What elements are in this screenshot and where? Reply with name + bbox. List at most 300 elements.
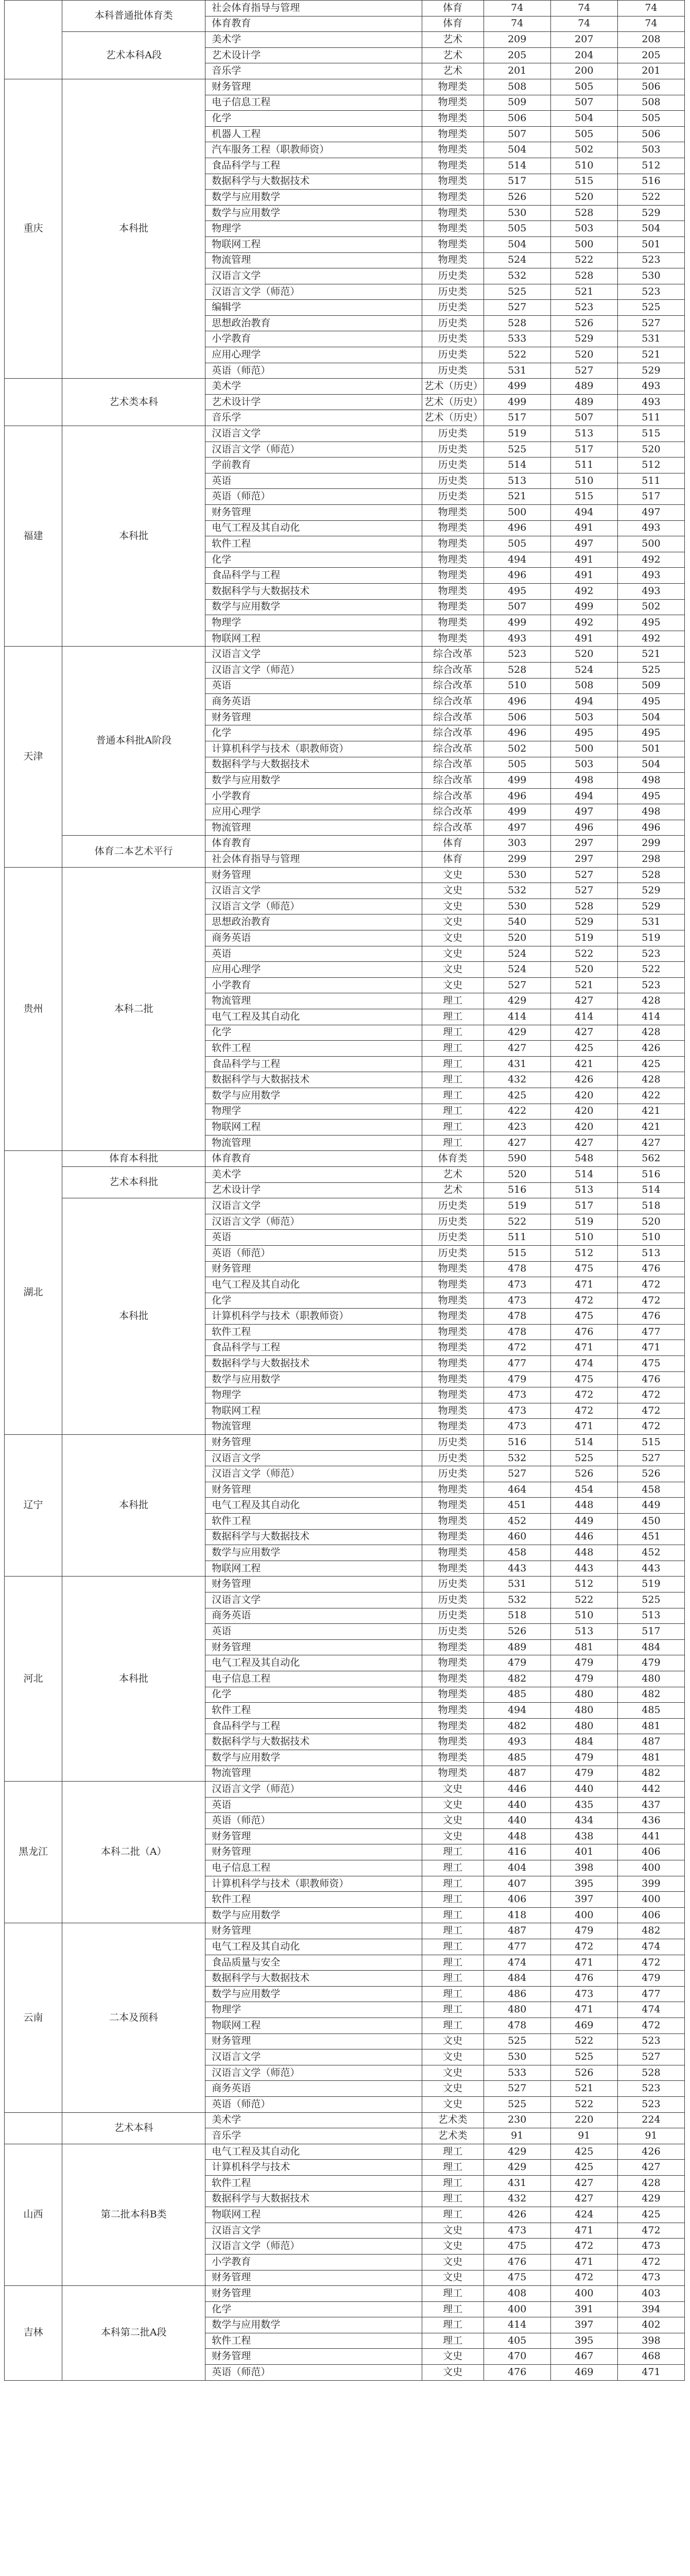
avg-score-cell: 482 — [617, 1687, 684, 1703]
subject-type-cell: 综合改革 — [422, 757, 484, 773]
avg-score-cell: 493 — [617, 520, 684, 536]
major-cell: 汉语言文学（师范） — [205, 899, 422, 914]
major-cell: 物理学 — [205, 1104, 422, 1120]
avg-score-cell: 403 — [617, 2286, 684, 2302]
max-score-cell: 526 — [484, 190, 550, 206]
batch-cell: 艺术本科批 — [62, 1166, 205, 1198]
avg-score-cell: 521 — [617, 647, 684, 663]
max-score-cell: 426 — [484, 2207, 550, 2223]
table-row — [5, 1782, 685, 1798]
subject-type-cell: 历史类 — [422, 1435, 484, 1451]
max-score-cell: 514 — [484, 158, 550, 174]
min-score-cell: 507 — [550, 95, 617, 111]
major-cell: 化学 — [205, 1293, 422, 1309]
min-score-cell: 519 — [550, 930, 617, 946]
table-row — [5, 1198, 685, 1214]
min-score-cell: 471 — [550, 1340, 617, 1356]
major-cell: 音乐学 — [205, 410, 422, 426]
min-score-cell: 525 — [550, 1450, 617, 1466]
avg-score-cell: 529 — [617, 363, 684, 379]
major-cell: 数据科学与大数据技术 — [205, 1971, 422, 1987]
min-score-cell: 420 — [550, 1120, 617, 1136]
min-score-cell: 519 — [550, 1214, 617, 1230]
max-score-cell: 533 — [484, 331, 550, 347]
avg-score-cell: 505 — [617, 111, 684, 127]
avg-score-cell: 437 — [617, 1797, 684, 1813]
major-cell: 汉语言文学 — [205, 883, 422, 899]
max-score-cell: 516 — [484, 1435, 550, 1451]
min-score-cell: 529 — [550, 331, 617, 347]
subject-type-cell: 理工 — [422, 1923, 484, 1939]
major-cell: 英语 — [205, 946, 422, 962]
avg-score-cell: 422 — [617, 1088, 684, 1104]
avg-score-cell: 471 — [617, 1340, 684, 1356]
subject-type-cell: 理工 — [422, 2144, 484, 2160]
max-score-cell: 429 — [484, 1025, 550, 1041]
major-cell: 物联网工程 — [205, 236, 422, 252]
min-score-cell: 480 — [550, 1703, 617, 1719]
major-cell: 物流管理 — [205, 1766, 422, 1782]
max-score-cell: 521 — [484, 489, 550, 505]
avg-score-cell: 517 — [617, 1624, 684, 1640]
subject-type-cell: 理工 — [422, 1892, 484, 1908]
avg-score-cell: 492 — [617, 631, 684, 647]
avg-score-cell: 414 — [617, 1009, 684, 1025]
min-score-cell: 499 — [550, 599, 617, 615]
province-cell: 山西 — [5, 2144, 62, 2285]
subject-type-cell: 文史 — [422, 2239, 484, 2255]
major-cell: 美术学 — [205, 379, 422, 395]
subject-type-cell: 物理类 — [422, 1340, 484, 1356]
min-score-cell: 424 — [550, 2207, 617, 2223]
avg-score-cell: 495 — [617, 615, 684, 631]
subject-type-cell: 理工 — [422, 2333, 484, 2349]
subject-type-cell: 物理类 — [422, 221, 484, 237]
avg-score-cell: 501 — [617, 236, 684, 252]
max-score-cell: 440 — [484, 1813, 550, 1829]
avg-score-cell: 481 — [617, 1718, 684, 1734]
major-cell: 数学与应用数学 — [205, 1088, 422, 1104]
min-score-cell: 513 — [550, 1182, 617, 1198]
avg-score-cell: 400 — [617, 1892, 684, 1908]
major-cell: 物联网工程 — [205, 1561, 422, 1577]
subject-type-cell: 物理类 — [422, 599, 484, 615]
major-cell: 数据科学与大数据技术 — [205, 1356, 422, 1372]
subject-type-cell: 艺术 — [422, 32, 484, 48]
subject-type-cell: 综合改革 — [422, 647, 484, 663]
subject-type-cell: 文史 — [422, 2033, 484, 2049]
subject-type-cell: 艺术类 — [422, 2128, 484, 2144]
subject-type-cell: 艺术 — [422, 63, 484, 79]
subject-type-cell: 物理类 — [422, 1655, 484, 1671]
min-score-cell: 480 — [550, 1687, 617, 1703]
max-score-cell: 429 — [484, 2160, 550, 2176]
avg-score-cell: 525 — [617, 662, 684, 678]
max-score-cell: 499 — [484, 615, 550, 631]
avg-score-cell: 512 — [617, 158, 684, 174]
major-cell: 体育教育 — [205, 836, 422, 852]
major-cell: 汉语言文学（师范） — [205, 662, 422, 678]
major-cell: 软件工程 — [205, 2175, 422, 2191]
max-score-cell: 497 — [484, 820, 550, 836]
min-score-cell: 471 — [550, 1955, 617, 1971]
subject-type-cell: 历史类 — [422, 1592, 484, 1608]
major-cell: 汉语言文学 — [205, 1450, 422, 1466]
subject-type-cell: 物理类 — [422, 1529, 484, 1545]
subject-type-cell: 艺术类 — [422, 2112, 484, 2128]
major-cell: 化学 — [205, 111, 422, 127]
major-cell: 汉语言文学（师范） — [205, 1214, 422, 1230]
province-cell: 云南 — [5, 1923, 62, 2112]
batch-cell: 本科批 — [62, 1198, 205, 1435]
subject-type-cell: 物理类 — [422, 1498, 484, 1514]
min-score-cell: 492 — [550, 583, 617, 599]
max-score-cell: 74 — [484, 16, 550, 32]
avg-score-cell: 514 — [617, 1182, 684, 1198]
subject-type-cell: 文史 — [422, 2349, 484, 2365]
avg-score-cell: 472 — [617, 1419, 684, 1435]
max-score-cell: 425 — [484, 1088, 550, 1104]
max-score-cell: 509 — [484, 95, 550, 111]
subject-type-cell: 物理类 — [422, 142, 484, 158]
min-score-cell: 510 — [550, 1230, 617, 1246]
min-score-cell: 515 — [550, 489, 617, 505]
max-score-cell: 506 — [484, 111, 550, 127]
min-score-cell: 505 — [550, 79, 617, 95]
batch-cell: 艺术本科A段 — [62, 32, 205, 79]
major-cell: 思想政治教育 — [205, 914, 422, 930]
avg-score-cell: 506 — [617, 126, 684, 142]
min-score-cell: 521 — [550, 284, 617, 300]
major-cell: 电子信息工程 — [205, 1860, 422, 1876]
subject-type-cell: 文史 — [422, 2223, 484, 2239]
major-cell: 数学与应用数学 — [205, 1371, 422, 1387]
max-score-cell: 517 — [484, 174, 550, 190]
major-cell: 汉语言文学（师范） — [205, 2239, 422, 2255]
subject-type-cell: 艺术 — [422, 1166, 484, 1182]
avg-score-cell: 208 — [617, 32, 684, 48]
max-score-cell: 518 — [484, 1608, 550, 1624]
max-score-cell: 532 — [484, 1592, 550, 1608]
min-score-cell: 502 — [550, 142, 617, 158]
max-score-cell: 525 — [484, 442, 550, 457]
min-score-cell: 503 — [550, 709, 617, 725]
min-score-cell: 476 — [550, 1324, 617, 1340]
avg-score-cell: 402 — [617, 2317, 684, 2333]
min-score-cell: 91 — [550, 2128, 617, 2144]
max-score-cell: 506 — [484, 709, 550, 725]
avg-score-cell: 74 — [617, 1, 684, 16]
major-cell: 财务管理 — [205, 505, 422, 521]
avg-score-cell: 511 — [617, 410, 684, 426]
subject-type-cell: 综合改革 — [422, 788, 484, 804]
avg-score-cell: 527 — [617, 2049, 684, 2065]
avg-score-cell: 443 — [617, 1561, 684, 1577]
batch-cell: 本科批 — [62, 426, 205, 647]
major-cell: 计算机科学与技术 — [205, 2160, 422, 2176]
major-cell: 数据科学与大数据技术 — [205, 1529, 422, 1545]
avg-score-cell: 201 — [617, 63, 684, 79]
max-score-cell: 299 — [484, 852, 550, 868]
avg-score-cell: 428 — [617, 1072, 684, 1088]
subject-type-cell: 物理类 — [422, 568, 484, 584]
subject-type-cell: 物理类 — [422, 1482, 484, 1498]
min-score-cell: 480 — [550, 1718, 617, 1734]
max-score-cell: 464 — [484, 1482, 550, 1498]
major-cell: 英语 — [205, 1797, 422, 1813]
subject-type-cell: 文史 — [422, 899, 484, 914]
avg-score-cell: 493 — [617, 568, 684, 584]
max-score-cell: 532 — [484, 1450, 550, 1466]
min-score-cell: 472 — [550, 1939, 617, 1955]
subject-type-cell: 理工 — [422, 1120, 484, 1136]
avg-score-cell: 493 — [617, 583, 684, 599]
max-score-cell: 416 — [484, 1844, 550, 1860]
min-score-cell: 497 — [550, 804, 617, 820]
max-score-cell: 400 — [484, 2301, 550, 2317]
subject-type-cell: 物理类 — [422, 79, 484, 95]
table-row — [5, 32, 685, 48]
major-cell: 财务管理 — [205, 709, 422, 725]
avg-score-cell: 91 — [617, 2128, 684, 2144]
max-score-cell: 478 — [484, 2018, 550, 2034]
major-cell: 小学教育 — [205, 977, 422, 993]
table-row — [5, 2112, 685, 2128]
avg-score-cell: 531 — [617, 331, 684, 347]
avg-score-cell: 522 — [617, 962, 684, 978]
batch-cell: 本科第二批A段 — [62, 2286, 205, 2381]
min-score-cell: 420 — [550, 1104, 617, 1120]
min-score-cell: 517 — [550, 442, 617, 457]
max-score-cell: 432 — [484, 1072, 550, 1088]
max-score-cell: 485 — [484, 1750, 550, 1766]
subject-type-cell: 物理类 — [422, 1671, 484, 1687]
min-score-cell: 479 — [550, 1766, 617, 1782]
major-cell: 体育教育 — [205, 16, 422, 32]
max-score-cell: 479 — [484, 1371, 550, 1387]
avg-score-cell: 476 — [617, 1309, 684, 1325]
major-cell: 食品科学与工程 — [205, 158, 422, 174]
max-score-cell: 519 — [484, 1198, 550, 1214]
min-score-cell: 510 — [550, 158, 617, 174]
min-score-cell: 511 — [550, 457, 617, 473]
major-cell: 软件工程 — [205, 1514, 422, 1530]
min-score-cell: 471 — [550, 2002, 617, 2018]
subject-type-cell: 理工 — [422, 1986, 484, 2002]
max-score-cell: 523 — [484, 647, 550, 663]
subject-type-cell: 理工 — [422, 2207, 484, 2223]
subject-type-cell: 历史类 — [422, 300, 484, 316]
subject-type-cell: 物理类 — [422, 1293, 484, 1309]
max-score-cell: 527 — [484, 2081, 550, 2097]
max-score-cell: 458 — [484, 1545, 550, 1561]
min-score-cell: 527 — [550, 867, 617, 883]
avg-score-cell: 425 — [617, 2207, 684, 2223]
avg-score-cell: 520 — [617, 442, 684, 457]
major-cell: 汉语言文学（师范） — [205, 2065, 422, 2081]
subject-type-cell: 文史 — [422, 946, 484, 962]
subject-type-cell: 历史类 — [422, 331, 484, 347]
major-cell: 物联网工程 — [205, 2207, 422, 2223]
max-score-cell: 524 — [484, 252, 550, 268]
major-cell: 电气工程及其自动化 — [205, 1009, 422, 1025]
min-score-cell: 514 — [550, 1435, 617, 1451]
subject-type-cell: 体育 — [422, 16, 484, 32]
subject-type-cell: 物理类 — [422, 126, 484, 142]
subject-type-cell: 文史 — [422, 867, 484, 883]
subject-type-cell: 物理类 — [422, 1387, 484, 1403]
major-cell: 电气工程及其自动化 — [205, 2144, 422, 2160]
subject-type-cell: 物理类 — [422, 1261, 484, 1277]
min-score-cell: 471 — [550, 2223, 617, 2239]
subject-type-cell: 综合改革 — [422, 820, 484, 836]
max-score-cell: 520 — [484, 1166, 550, 1182]
min-score-cell: 497 — [550, 536, 617, 552]
major-cell: 食品质量与安全 — [205, 1955, 422, 1971]
min-score-cell: 520 — [550, 347, 617, 363]
major-cell: 汉语言文学 — [205, 2049, 422, 2065]
subject-type-cell: 理工 — [422, 1844, 484, 1860]
major-cell: 软件工程 — [205, 1892, 422, 1908]
min-score-cell: 471 — [550, 1419, 617, 1435]
min-score-cell: 448 — [550, 1498, 617, 1514]
table-row — [5, 1151, 685, 1167]
province-cell: 辽宁 — [5, 1435, 62, 1577]
subject-type-cell: 历史类 — [422, 1245, 484, 1261]
avg-score-cell: 399 — [617, 1876, 684, 1892]
major-cell: 财务管理 — [205, 2349, 422, 2365]
avg-score-cell: 474 — [617, 2002, 684, 2018]
max-score-cell: 429 — [484, 2144, 550, 2160]
subject-type-cell: 综合改革 — [422, 741, 484, 757]
major-cell: 财务管理 — [205, 1435, 422, 1451]
avg-score-cell: 496 — [617, 820, 684, 836]
major-cell: 数据科学与大数据技术 — [205, 1072, 422, 1088]
subject-type-cell: 文史 — [422, 914, 484, 930]
major-cell: 英语（师范） — [205, 2096, 422, 2112]
subject-type-cell: 物理类 — [422, 1734, 484, 1750]
major-cell: 数学与应用数学 — [205, 1986, 422, 2002]
min-score-cell: 420 — [550, 1088, 617, 1104]
max-score-cell: 499 — [484, 379, 550, 395]
max-score-cell: 443 — [484, 1561, 550, 1577]
avg-score-cell: 513 — [617, 1245, 684, 1261]
max-score-cell: 489 — [484, 1639, 550, 1655]
max-score-cell: 209 — [484, 32, 550, 48]
min-score-cell: 500 — [550, 741, 617, 757]
min-score-cell: 472 — [550, 1403, 617, 1419]
subject-type-cell: 综合改革 — [422, 709, 484, 725]
max-score-cell: 499 — [484, 394, 550, 410]
max-score-cell: 530 — [484, 205, 550, 221]
min-score-cell: 498 — [550, 773, 617, 789]
subject-type-cell: 理工 — [422, 2317, 484, 2333]
major-cell: 汉语言文学 — [205, 1592, 422, 1608]
avg-score-cell: 477 — [617, 1324, 684, 1340]
max-score-cell: 431 — [484, 2175, 550, 2191]
major-cell: 财务管理 — [205, 1482, 422, 1498]
major-cell: 美术学 — [205, 1166, 422, 1182]
min-score-cell: 504 — [550, 111, 617, 127]
min-score-cell: 513 — [550, 1624, 617, 1640]
subject-type-cell: 物理类 — [422, 505, 484, 521]
avg-score-cell: 521 — [617, 347, 684, 363]
subject-type-cell: 物理类 — [422, 1639, 484, 1655]
major-cell: 汉语言文学 — [205, 647, 422, 663]
min-score-cell: 548 — [550, 1151, 617, 1167]
major-cell: 财务管理 — [205, 1923, 422, 1939]
avg-score-cell: 519 — [617, 930, 684, 946]
min-score-cell: 297 — [550, 852, 617, 868]
max-score-cell: 482 — [484, 1671, 550, 1687]
min-score-cell: 513 — [550, 426, 617, 442]
subject-type-cell: 物理类 — [422, 111, 484, 127]
major-cell: 应用心理学 — [205, 962, 422, 978]
major-cell: 数学与应用数学 — [205, 599, 422, 615]
subject-type-cell: 文史 — [422, 2081, 484, 2097]
min-score-cell: 500 — [550, 236, 617, 252]
min-score-cell: 297 — [550, 836, 617, 852]
min-score-cell: 449 — [550, 1514, 617, 1530]
batch-cell: 普通本科批A阶段 — [62, 647, 205, 836]
avg-score-cell: 515 — [617, 1435, 684, 1451]
min-score-cell: 503 — [550, 757, 617, 773]
major-cell: 数学与应用数学 — [205, 2317, 422, 2333]
avg-score-cell: 450 — [617, 1514, 684, 1530]
avg-score-cell: 520 — [617, 1214, 684, 1230]
major-cell: 化学 — [205, 552, 422, 568]
major-cell: 汉语言文学（师范） — [205, 442, 422, 457]
avg-score-cell: 472 — [617, 1277, 684, 1293]
subject-type-cell: 物理类 — [422, 1766, 484, 1782]
min-score-cell: 446 — [550, 1529, 617, 1545]
major-cell: 英语 — [205, 1230, 422, 1246]
major-cell: 社会体育指导与管理 — [205, 1, 422, 16]
subject-type-cell: 文史 — [422, 1813, 484, 1829]
min-score-cell: 494 — [550, 694, 617, 710]
max-score-cell: 478 — [484, 1324, 550, 1340]
avg-score-cell: 515 — [617, 426, 684, 442]
avg-score-cell: 74 — [617, 16, 684, 32]
max-score-cell: 451 — [484, 1498, 550, 1514]
major-cell: 化学 — [205, 2301, 422, 2317]
max-score-cell: 493 — [484, 631, 550, 647]
min-score-cell: 521 — [550, 2081, 617, 2097]
subject-type-cell: 历史类 — [422, 1198, 484, 1214]
major-cell: 财务管理 — [205, 1577, 422, 1592]
admission-score-table — [4, 0, 685, 2381]
subject-type-cell: 历史类 — [422, 426, 484, 442]
major-cell: 物联网工程 — [205, 1403, 422, 1419]
major-cell: 物流管理 — [205, 252, 422, 268]
major-cell: 物流管理 — [205, 820, 422, 836]
subject-type-cell: 理工 — [422, 2301, 484, 2317]
table-row — [5, 2144, 685, 2160]
max-score-cell: 505 — [484, 221, 550, 237]
major-cell: 物联网工程 — [205, 2018, 422, 2034]
avg-score-cell: 523 — [617, 252, 684, 268]
min-score-cell: 520 — [550, 190, 617, 206]
table-row — [5, 379, 685, 395]
min-score-cell: 495 — [550, 725, 617, 741]
avg-score-cell: 298 — [617, 852, 684, 868]
max-score-cell: 460 — [484, 1529, 550, 1545]
major-cell: 思想政治教育 — [205, 315, 422, 331]
major-cell: 财务管理 — [205, 1639, 422, 1655]
major-cell: 物流管理 — [205, 1419, 422, 1435]
subject-type-cell: 物理类 — [422, 1371, 484, 1387]
min-score-cell: 479 — [550, 1671, 617, 1687]
